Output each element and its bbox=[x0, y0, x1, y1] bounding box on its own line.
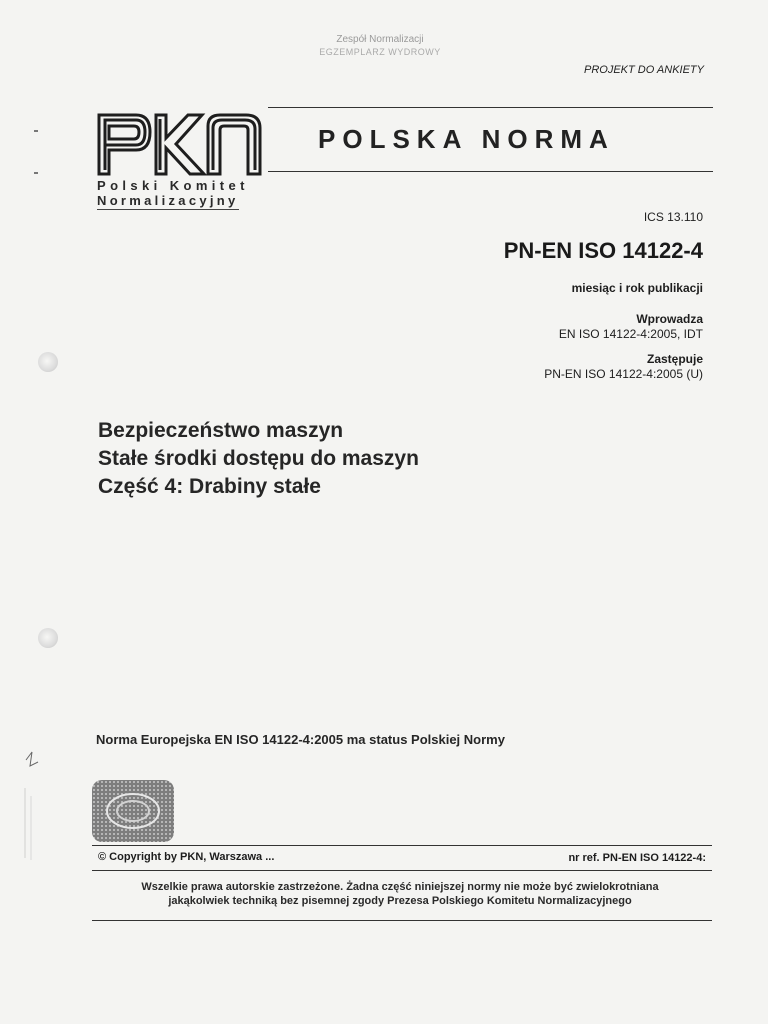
rights-line-1: Wszelkie prawa autorskie zastrzeżone. Żadna część niniejszej normy nie może być zwielokrotniana bbox=[141, 881, 659, 893]
draft-label: PROJEKT DO ANKIETY bbox=[583, 64, 704, 76]
replaces-value: PN-EN ISO 14122-4:2005 (U) bbox=[544, 367, 703, 381]
punch-hole-lower bbox=[38, 628, 58, 648]
status-line: Norma Europejska EN ISO 14122-4:2005 ma status Polskiej Normy bbox=[96, 732, 505, 747]
copyright: © Copyright by PKN, Warszawa ... bbox=[98, 851, 275, 863]
pkn-logo bbox=[96, 112, 264, 176]
footer-rule-bottom bbox=[92, 920, 712, 921]
norm-title: POLSKA NORMA bbox=[318, 124, 615, 154]
org-name-line-1: Polski Komitet bbox=[97, 178, 249, 193]
footer-rule-top bbox=[92, 845, 712, 846]
top-rule bbox=[268, 107, 713, 108]
replaces-label: Zastępuje bbox=[646, 352, 703, 366]
margin-tick bbox=[34, 172, 38, 174]
hologram-seal bbox=[92, 780, 174, 842]
rights-notice bbox=[96, 880, 704, 908]
stamp-line-1: Zespół Normalizacji bbox=[336, 34, 424, 45]
reference-number: nr ref. PN-EN ISO 14122-4: bbox=[568, 852, 706, 864]
stamp bbox=[300, 34, 460, 58]
rights-line-2: jakąkolwiek techniką bez pisemnej zgody Prezesa Polskiego Komitetu Normalizacyjnego bbox=[168, 895, 632, 907]
stamp-line-2: EGZEMPLARZ WYDROWY bbox=[319, 47, 441, 57]
norm-number: PN-EN ISO 14122-4 bbox=[503, 238, 703, 263]
ics-code: ICS 13.110 bbox=[643, 210, 703, 224]
title-line-2: Stałe środki dostępu do maszyn bbox=[98, 447, 419, 470]
margin-tick bbox=[34, 130, 38, 132]
margin-scribble bbox=[22, 748, 40, 868]
publication-date: miesiąc i rok publikacji bbox=[571, 281, 703, 295]
introduces-label: Wprowadza bbox=[636, 312, 703, 326]
punch-hole-upper bbox=[38, 352, 58, 372]
hologram-seal-graphic bbox=[92, 780, 174, 842]
introduces-value: EN ISO 14122-4:2005, IDT bbox=[558, 327, 703, 341]
org-name-line-2: Normalizacyjny bbox=[97, 193, 239, 208]
footer-rule-middle bbox=[92, 870, 712, 871]
margin-scribble-graphic bbox=[22, 748, 40, 868]
title-line-1: Bezpieczeństwo maszyn bbox=[98, 419, 344, 442]
pkn-logo-mark bbox=[96, 112, 264, 176]
title-line-3: Część 4: Drabiny stałe bbox=[98, 475, 321, 498]
title-rule bbox=[268, 171, 713, 172]
